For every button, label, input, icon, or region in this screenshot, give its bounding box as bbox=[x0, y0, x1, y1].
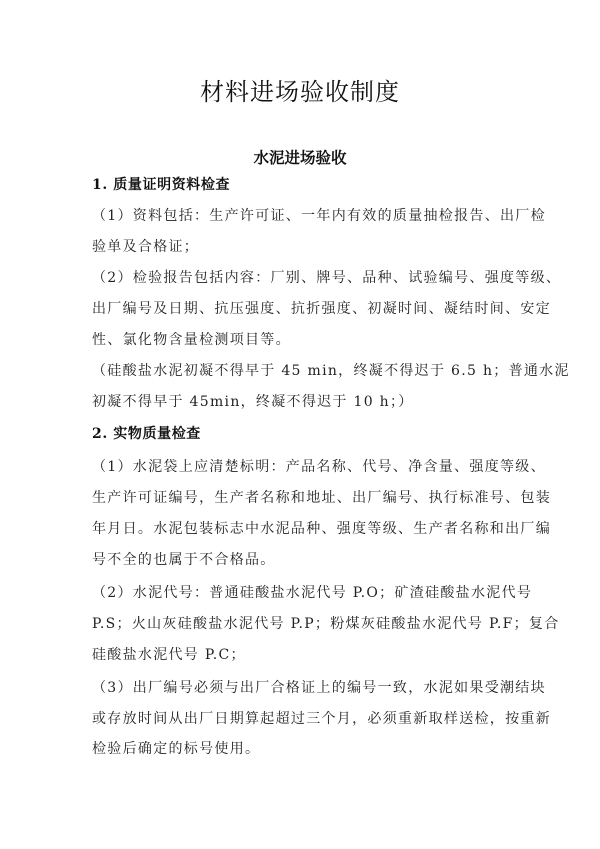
paragraph-line: 验单及合格证； bbox=[92, 239, 200, 255]
block-heading-quality-docs: 1. 质量证明资料检查 bbox=[92, 177, 231, 193]
paragraph-line: 硅酸盐水泥代号 P.C； bbox=[92, 647, 246, 663]
paragraph-line: P.S；火山灰硅酸盐水泥代号 P.P；粉煤灰硅酸盐水泥代号 P.F；复合 bbox=[92, 616, 560, 632]
paragraph-line: （2）检验报告包括内容：厂别、牌号、品种、试验编号、强度等级、 bbox=[92, 270, 562, 286]
paragraph-line: （3）出厂编号必须与出厂合格证上的编号一致，水泥如果受潮结块 bbox=[92, 680, 546, 696]
block-heading-physical-quality: 2. 实物质量检查 bbox=[92, 426, 201, 442]
paragraph-line: （硅酸盐水泥初凝不得早于 45 min，终凝不得迟于 6.5 h；普通水泥 bbox=[92, 363, 570, 379]
paragraph-line: 年月日。水泥包装标志中水泥品种、强度等级、生产者名称和出厂编 bbox=[92, 521, 551, 537]
paragraph-line: （2）水泥代号：普通硅酸盐水泥代号 P.O；矿渣硅酸盐水泥代号 bbox=[92, 585, 533, 601]
paragraph-line: （1）资料包括：生产许可证、一年内有效的质量抽检报告、出厂检 bbox=[92, 208, 546, 224]
paragraph-line: 生产许可证编号，生产者名称和地址、出厂编号、执行标准号、包装 bbox=[92, 490, 551, 506]
paragraph-line: 或存放时间从出厂日期算起超过三个月，必须重新取样送检，按重新 bbox=[92, 711, 551, 727]
document-title: 材料进场验收制度 bbox=[200, 78, 400, 106]
section-title: 水泥进场验收 bbox=[253, 148, 347, 167]
paragraph-line: 初凝不得早于 45min，终凝不得迟于 10 h；） bbox=[92, 394, 414, 410]
paragraph-line: 性、氯化物含量检测项目等。 bbox=[92, 332, 291, 348]
paragraph-line: 检验后确定的标号使用。 bbox=[92, 741, 261, 757]
paragraph-line: 出厂编号及日期、抗压强度、抗折强度、初凝时间、凝结时间、安定 bbox=[92, 301, 551, 317]
paragraph-line: （1）水泥袋上应清楚标明：产品名称、代号、净含量、强度等级、 bbox=[92, 459, 546, 475]
paragraph-line: 号不全的也属于不合格品。 bbox=[92, 552, 276, 568]
